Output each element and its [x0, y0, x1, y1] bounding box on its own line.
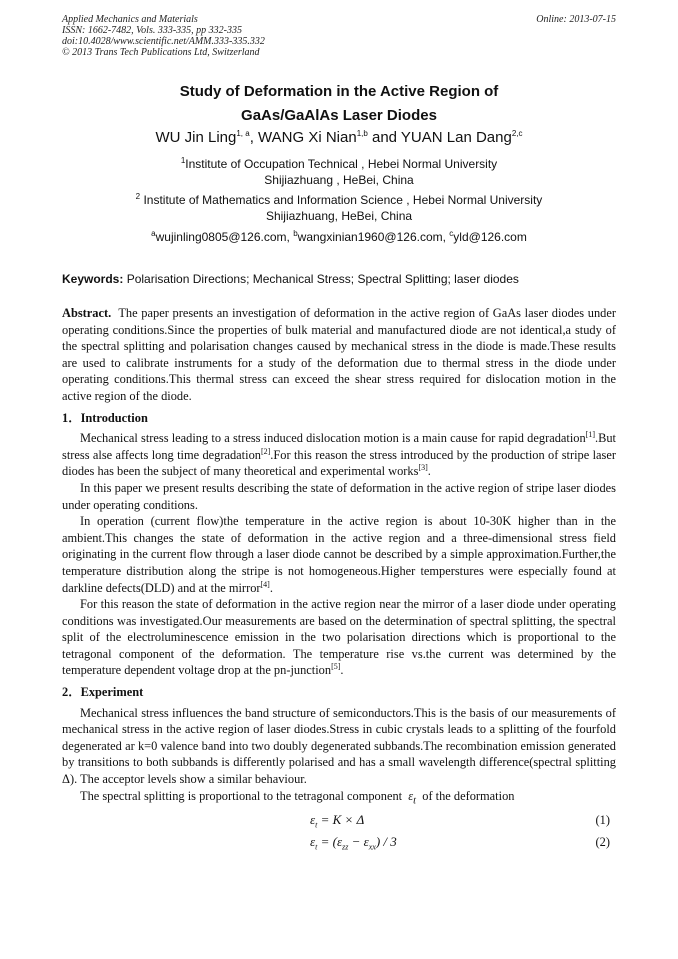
keywords-label: Keywords: — [62, 272, 124, 286]
doi-line: doi:10.4028/www.scientific.net/AMM.333-335.332 — [62, 36, 265, 47]
email-line — [62, 229, 616, 245]
equation-1-rhs: = K × Δ — [320, 811, 365, 827]
author-and: and — [371, 129, 398, 146]
section-heading-experiment: 2．Experiment — [62, 685, 144, 700]
paper-title — [62, 80, 616, 128]
equation-2 — [62, 832, 616, 854]
abstract — [62, 305, 616, 405]
intro-p1-text-b: .But stress alse affects long time degradation — [62, 431, 616, 462]
citation-1[interactable]: [1] — [585, 430, 595, 440]
intro-paragraph-3 — [62, 513, 616, 596]
intro-paragraph-2: In this paper we present results describing the state of deformation in the active region of stripe laser diodes under operating conditions. — [62, 480, 616, 512]
equation-2-lhs: ε — [310, 833, 316, 849]
email-b[interactable]: wangxinian1960@126.com, — [297, 230, 446, 244]
equation-2-rhs-sub2: xx — [368, 842, 376, 852]
copyright-line: © 2013 Trans Tech Publications Ltd, Switzerland — [62, 47, 260, 58]
intro-p1-text-c: .For this reason the stress introduced by the production of stripe laser diodes has been the subject of many theoretical and experimental works — [62, 447, 616, 479]
citation-3[interactable]: [3] — [418, 463, 428, 473]
affiliation-1 — [62, 156, 616, 188]
email-b-sup: b — [293, 229, 298, 238]
experiment-p2-tail: of the deformation — [422, 788, 515, 803]
equation-2-rhs-b: − ε — [351, 833, 369, 849]
running-header — [62, 14, 616, 58]
equation-2-expression — [310, 834, 397, 856]
intro-p4-text-b: . — [340, 663, 344, 678]
author-3: YUAN Lan Dang — [400, 129, 512, 146]
affiliation-2-line-1: Institute of Mathematics and Information Science , Hebei Normal University — [143, 193, 543, 207]
citation-4[interactable]: [4] — [260, 579, 270, 589]
section-heading-introduction: 1．Introduction — [62, 410, 148, 425]
email-c-sup: c — [449, 229, 454, 238]
keywords-text: Polarisation Directions; Mechanical Stress; Spectral Splitting; laser diodes — [126, 272, 519, 286]
experiment-p2-text: The spectral splitting is proportional to the tetragonal component — [80, 788, 403, 803]
intro-p1-text-a: Mechanical stress leading to a stress induced dislocation motion is a main cause for rapid degradation — [80, 431, 586, 446]
intro-p4-text-a: For this reason the state of deformation in the active region near the mirror of a laser diode under operating conditions was investigated.Our measurements are based on the determination of spectral splitting, the spectral split of the electroluminescence emission in the two polarisation directions which is proportional to the tetragonal component of the deformation. The temperature rise vs.the current was determined by the temperature dependent voltage drop at the pn-junction — [62, 597, 616, 678]
abstract-text: The paper presents an investigation of deformation in the active region of GaAs laser diodes under operating conditions.Since the properties of bulk material and manufactured diode are not identical,a study of the spectral splitting and polarisation changes caused by mechanical stress in the diode is made.These results are used to calibrate instruments for a study of the deformation due to thermal stress in the diode under operating conditions.This thermal stress can exceed the shear stress required for dislocation motion in the active region of the diode. — [62, 306, 616, 403]
email-c[interactable]: yld@126.com — [453, 230, 527, 244]
affiliation-2 — [62, 192, 616, 224]
affiliation-1-line-2: Shijiazhuang , HeBei, China — [264, 173, 414, 187]
affiliation-2-sup: 2 — [135, 192, 141, 201]
citation-5[interactable]: [5] — [331, 662, 341, 672]
equation-1-expression — [310, 812, 364, 834]
equation-1-lhs-sub: t — [315, 820, 318, 830]
citation-2[interactable]: [2] — [260, 446, 271, 456]
tetragonal-symbol: ε — [408, 788, 414, 803]
experiment-paragraph-2 — [62, 788, 616, 810]
affiliation-1-sup: 1 — [180, 156, 186, 165]
intro-p1-text-d: . — [427, 464, 431, 479]
journal-name: Applied Mechanics and Materials — [62, 14, 198, 25]
intro-p3-text-b: . — [269, 580, 273, 595]
equation-1-lhs: ε — [310, 811, 316, 827]
email-a-sup: a — [151, 229, 156, 238]
intro-paragraph-1 — [62, 430, 616, 480]
title-line-2: GaAs/GaAlAs Laser Diodes — [241, 107, 437, 124]
title-line-1: Study of Deformation in the Active Region of — [179, 83, 499, 100]
author-3-sup: 2,c — [511, 129, 523, 138]
author-2: WANG Xi Nian — [258, 129, 357, 146]
affiliation-2-line-2: Shijiazhuang, HeBei, China — [265, 209, 413, 223]
author-1-sup: 1, a — [236, 129, 250, 138]
author-list: WU Jin Ling$^{1, a}$, WANG Xi Nian$^{1,b}$ and YUAN Lan Dang$^{2,c}$ — [155, 129, 523, 146]
equation-2-rhs-a: = (ε — [320, 833, 343, 849]
equation-1 — [62, 810, 616, 832]
experiment-paragraph-1: Mechanical stress influences the band structure of semiconductors.This is the basis of our measurements of mechanical stress in the active region of laser diodes.Stress in cubic crystals leads to a splitting of the fourfold degenerated ar k=0 valence band into two doubly degenerated subbands.The recombination emission generated by transitions to both subbands is differently polarised and has a small wavelength difference(spectral splitting Δ). The acceptor levels show a similar behaviour. — [62, 705, 616, 787]
intro-p3-text-a: In operation (current flow)the temperature in the active region is about 10-30K higher than in the ambient.This changes the state of deformation in the active region and a three-dimensional stress field originating in the current flow through a laser diode cannot be described by a simple approximation.Further,the temperature distribution along the stripe is not homogeneous.Higher temperstures were especially found at darkline defects(DLD) and at the mirror — [62, 514, 616, 595]
intro-paragraph-4 — [62, 596, 616, 679]
equation-2-rhs-c: ) / 3 — [375, 833, 397, 849]
issn-line: ISSN: 1662-7482, Vols. 333-335, pp 332-335 — [62, 25, 242, 36]
equation-2-lhs-sub: t — [315, 842, 318, 852]
keywords — [62, 271, 616, 287]
abstract-label: Abstract. — [62, 306, 112, 320]
author-1: WU Jin Ling — [155, 129, 237, 146]
tetragonal-symbol-sub: t — [413, 795, 417, 807]
email-a[interactable]: wujinling0805@126.com, — [155, 230, 290, 244]
affiliation-1-line-1: Institute of Occupation Technical , Hebei Normal University — [185, 157, 498, 171]
equation-2-number: (2) — [595, 834, 610, 849]
equation-1-number: (1) — [595, 812, 610, 827]
author-2-sup: 1,b — [356, 129, 368, 138]
online-date: Online: 2013-07-15 — [536, 14, 616, 25]
equation-2-rhs-sub1: zz — [342, 842, 349, 852]
paper-body — [62, 305, 616, 854]
